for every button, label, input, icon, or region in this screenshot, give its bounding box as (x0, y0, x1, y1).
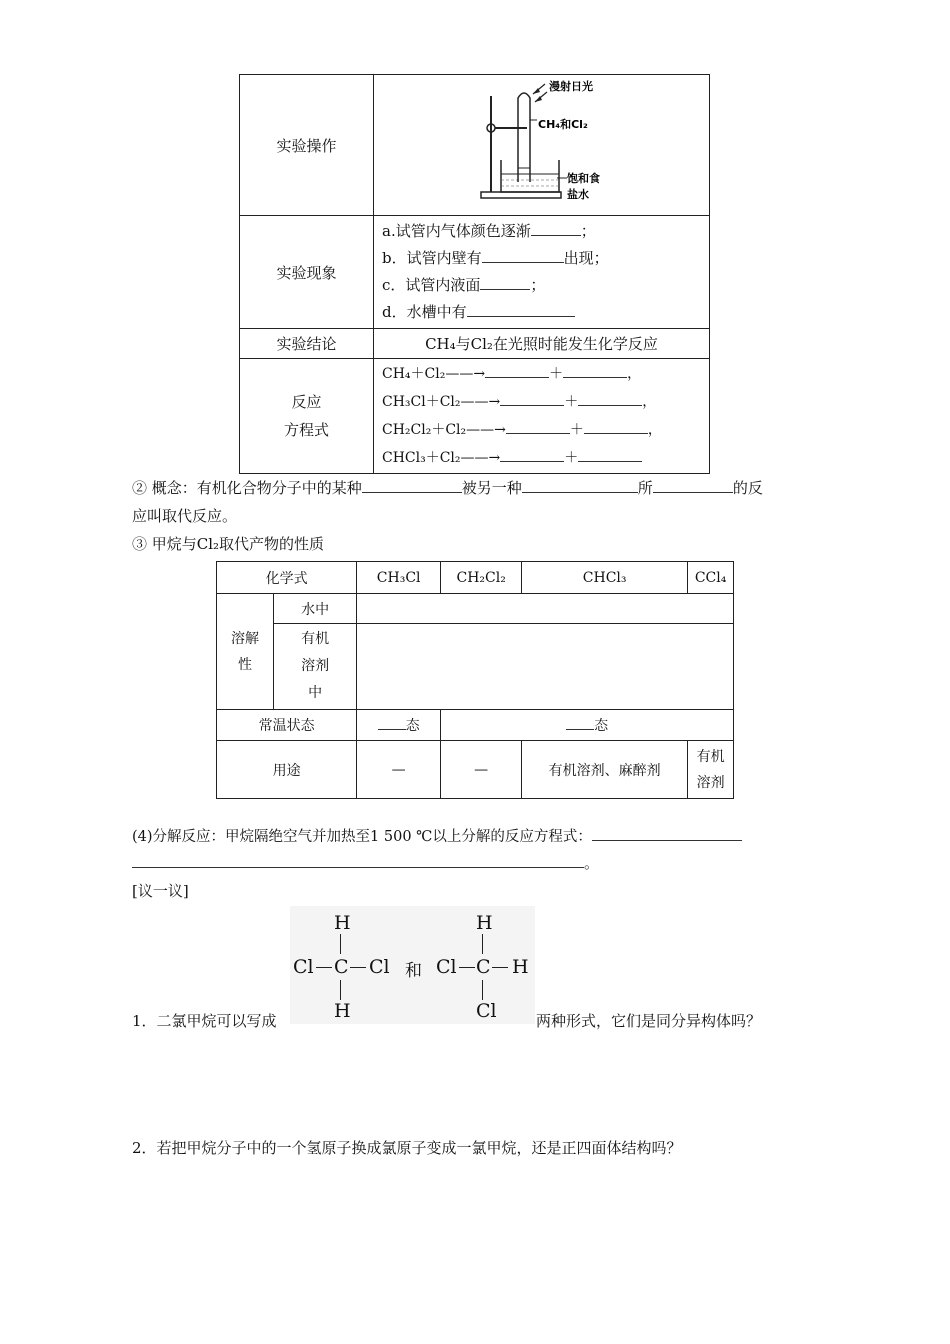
discuss-title: [议一议] (132, 882, 189, 900)
right-c: C (476, 956, 491, 978)
concept-line-2: 应叫取代反应。 (132, 507, 238, 525)
use-ch2cl2: — (441, 741, 522, 799)
prop-title: ③ 甲烷与Cl₂取代产物的性质 (132, 535, 325, 553)
phen-d: d．水槽中有 (382, 299, 709, 326)
equation-2: CH₃Cl＋Cl₂——→ ＋ ， (382, 388, 709, 416)
equation-4: CHCl₃＋Cl₂——→ ＋ (382, 444, 709, 472)
eq-label-cell (240, 359, 374, 474)
decomp-line-1: (4)分解反应：甲烷隔绝空气并加热至1 500 ℃以上分解的反应方程式： (132, 825, 742, 846)
q1-prefix: 1．二氯甲烷可以写成 (132, 1012, 277, 1030)
water-label: 水中 (274, 594, 357, 624)
phen-cell (374, 216, 710, 329)
concl-text: CH₄与Cl₂在光照时能发生化学反应 (425, 335, 658, 353)
use-label: 用途 (217, 741, 357, 799)
right-cl-left: Cl (436, 956, 457, 978)
op-label-cell (240, 75, 374, 216)
col-ch2cl2: CH₂Cl₂ (441, 562, 522, 594)
eq-label-2: 方程式 (283, 421, 329, 439)
apparatus-cell (374, 75, 710, 216)
stand-base (481, 192, 561, 198)
concept-line-1: ② 概念：有机化合物分子中的某种 被另一种 所 的反 (132, 479, 763, 497)
col-ch3cl: CH₃Cl (357, 562, 441, 594)
left-h-top: H (334, 912, 351, 934)
properties-table (216, 561, 734, 799)
left-cl-right: Cl (369, 956, 390, 978)
and-text: 和 (405, 961, 422, 981)
structure-formulas (290, 906, 535, 1024)
eq-label-1: 反应 (291, 393, 322, 411)
sol-label: 溶解 性 (217, 594, 274, 710)
q1-suffix: 两种形式，它们是同分异构体吗？ (536, 1012, 762, 1030)
liquid-label-2: 盐水 (567, 188, 589, 201)
concl-label-cell (240, 329, 374, 359)
org-sol-blank (357, 624, 734, 710)
equation-1: CH₄＋Cl₂——→ ＋ ， (382, 360, 709, 388)
phen-label: 实验现象 (276, 263, 337, 282)
col-ccl4: CCl₄ (688, 562, 734, 594)
left-h-bottom: H (334, 1000, 351, 1022)
use-ccl4: 有机 溶剂 (688, 741, 734, 799)
test-tube (518, 93, 530, 182)
phen-c: c．试管内液面 ； (382, 276, 546, 294)
op-label: 实验操作 (276, 136, 337, 155)
light-label: 漫射日光 (549, 80, 593, 93)
liquid-label-1: 饱和食 (567, 172, 600, 185)
left-c: C (334, 956, 349, 978)
gas-label: CH₄和Cl₂ (538, 118, 588, 131)
h-formula: 化学式 (217, 562, 357, 594)
right-cl-bottom: Cl (476, 1000, 497, 1022)
apparatus-diagram (479, 78, 679, 213)
use-ch3cl: — (357, 741, 441, 799)
phen-label-cell (240, 216, 374, 329)
state-label: 常温状态 (217, 710, 357, 741)
use-chcl3: 有机溶剂、麻醉剂 (522, 741, 688, 799)
org-label: 有机 溶剂 中 (274, 624, 357, 710)
experiment-table (239, 74, 710, 474)
equation-3: CH₂Cl₂＋Cl₂——→ ＋ ， (382, 416, 709, 444)
phen-b: b．试管内壁有 出现； (382, 249, 609, 267)
left-cl-left: Cl (293, 956, 314, 978)
col-chcl3: CHCl₃ (522, 562, 688, 594)
eq-cell (374, 359, 710, 474)
right-h-top: H (476, 912, 493, 934)
water-sol-blank (357, 594, 734, 624)
phen-a: a.试管内气体颜色逐渐 ； (382, 222, 596, 240)
state-gas: 态 (357, 710, 441, 741)
decomp-line-2: 。 (132, 852, 599, 873)
right-h-right: H (512, 956, 529, 978)
q2: 2．若把甲烷分子中的一个氢原子换成氯原子变成一氯甲烷，还是正四面体结构吗？ (132, 1139, 682, 1157)
state-liquid: 态 (441, 710, 734, 741)
concl-cell (374, 329, 710, 359)
concl-label: 实验结论 (276, 335, 337, 353)
